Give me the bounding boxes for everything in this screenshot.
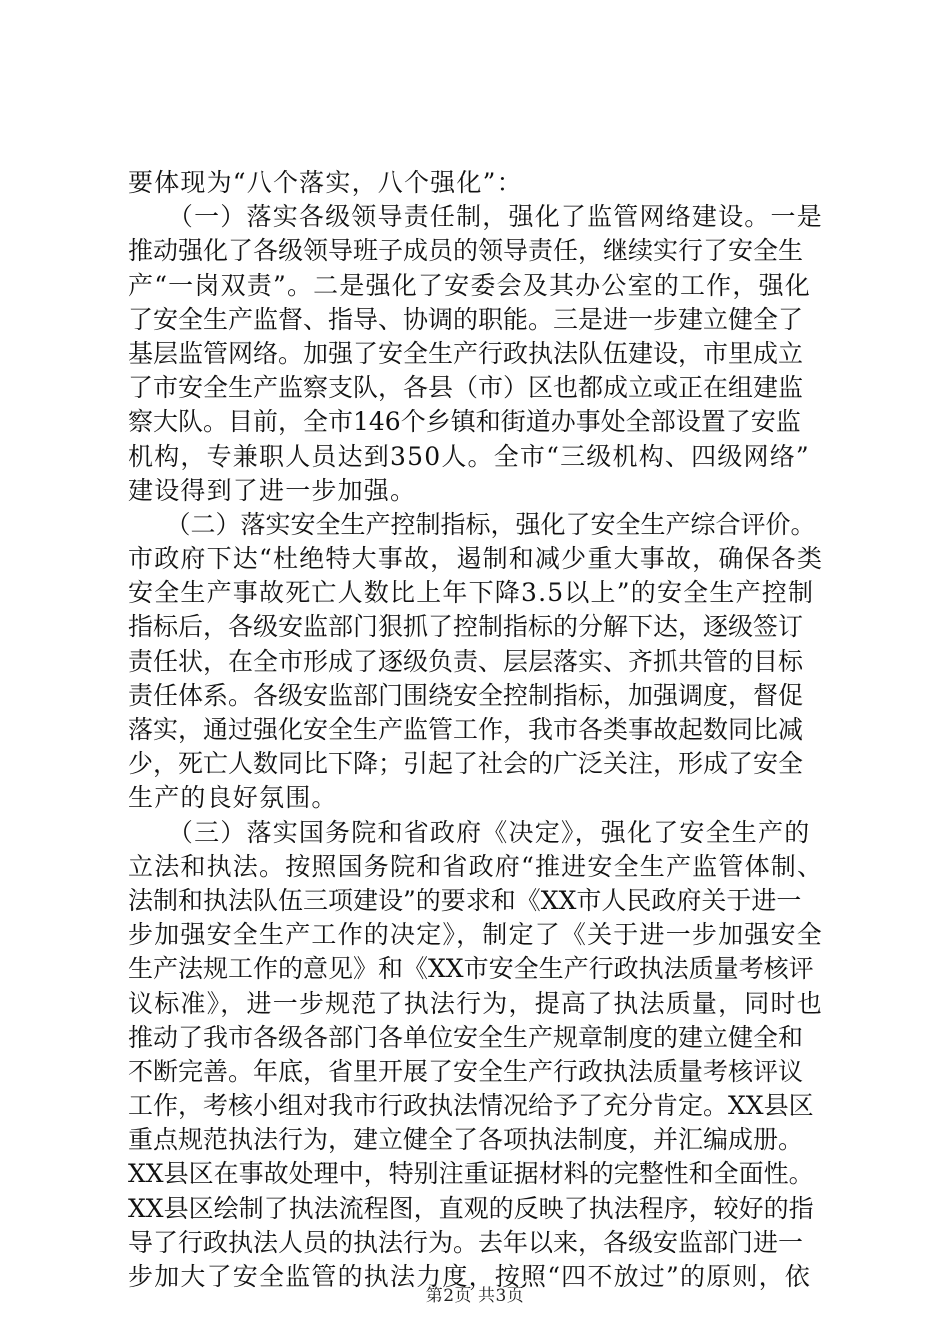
- text-line: 落实，通过强化安全生产监管工作，我市各类事故起数同比减: [128, 715, 804, 744]
- text-line: 重点规范执法行为，建立健全了各项执法制度，并汇编成册。: [128, 1125, 804, 1155]
- text-line: 步加强安全生产工作的决定》，制定了《关于进一步加强安全: [128, 920, 823, 950]
- text-line: 工作，考核小组对我市行政执法情况给予了充分肯定。XX县区: [128, 1091, 814, 1121]
- text-line: 议标准》，进一步规范了执法行为，提高了执法质量，同时也: [128, 988, 823, 1018]
- text-line: 要体现为“八个落实，八个强化”：: [128, 168, 523, 197]
- text-line: 推动强化了各级领导班子成员的领导责任，继续实行了安全生: [128, 236, 804, 266]
- text-line: 产“一岗双责”。二是强化了安委会及其办公室的工作，强化: [128, 270, 811, 300]
- text-line: 了安全生产监督、指导、协调的职能。三是进一步建立健全了: [128, 304, 804, 334]
- text-line: 了市安全生产监察支队，各县（市）区也都成立或正在组建监: [128, 373, 804, 403]
- text-line: 责任体系。各级安监部门围绕安全控制指标，加强调度，督促: [128, 680, 804, 710]
- text-line: 安全生产事故死亡人数比上年下降3.5以上”的安全生产控制: [128, 578, 815, 608]
- text-line: （二）落实安全生产控制指标，强化了安全生产综合评价。: [128, 509, 816, 539]
- text-line: （一）落实各级领导责任制，强化了监管网络建设。一是: [128, 202, 823, 232]
- text-line: 生产的良好氛围。: [128, 783, 338, 813]
- text-line: 推动了我市各级各部门各单位安全生产规章制度的建立健全和: [128, 1022, 804, 1052]
- text-line: 市政府下达“杜绝特大事故，遏制和减少重大事故，确保各类: [128, 544, 824, 574]
- text-line: 步加大了安全监管的执法力度，按照“四不放过”的原则，依: [128, 1262, 811, 1291]
- text-line: 不断完善。年底，省里开展了安全生产行政执法质量考核评议: [128, 1056, 804, 1086]
- text-line: 少，死亡人数同比下降；引起了社会的广泛关注，形成了安全: [128, 749, 804, 779]
- text-line: 立法和执法。按照国务院和省政府“推进安全生产监管体制、: [128, 851, 824, 881]
- document-body: [128, 166, 828, 1294]
- text-line: 责任状，在全市形成了逐级负责、层层落实、齐抓共管的目标: [128, 646, 804, 676]
- text-line: 建设得到了进一步加强。: [128, 475, 417, 505]
- text-line: XX县区绘制了执法流程图，直观的反映了执法程序，较好的指: [128, 1193, 814, 1223]
- text-line: 基层监管网络。加强了安全生产行政执法队伍建设，市里成立: [128, 338, 804, 368]
- text-line: 生产法规工作的意见》和《XX市安全生产行政执法质量考核评: [128, 954, 814, 984]
- text-line: （三）落实国务院和省政府《决定》，强化了安全生产的: [128, 817, 811, 847]
- text-line: XX县区在事故处理中，特别注重证据材料的完整性和全面性。: [128, 1159, 814, 1189]
- text-line: 察大队。目前，全市146个乡镇和街道办事处全部设置了安监: [128, 407, 801, 437]
- text-line: 机构，专兼职人员达到350人。全市“三级机构、四级网络”: [128, 441, 810, 471]
- text-line: 法制和执法队伍三项建设”的要求和《XX市人民政府关于进一: [128, 885, 802, 915]
- text-line: 导了行政执法人员的执法行为。去年以来，各级安监部门进一: [128, 1227, 804, 1257]
- page-footer: 第2页 共3页: [425, 1286, 525, 1306]
- text-line: 指标后，各级安监部门狠抓了控制指标的分解下达，逐级签订: [128, 612, 804, 642]
